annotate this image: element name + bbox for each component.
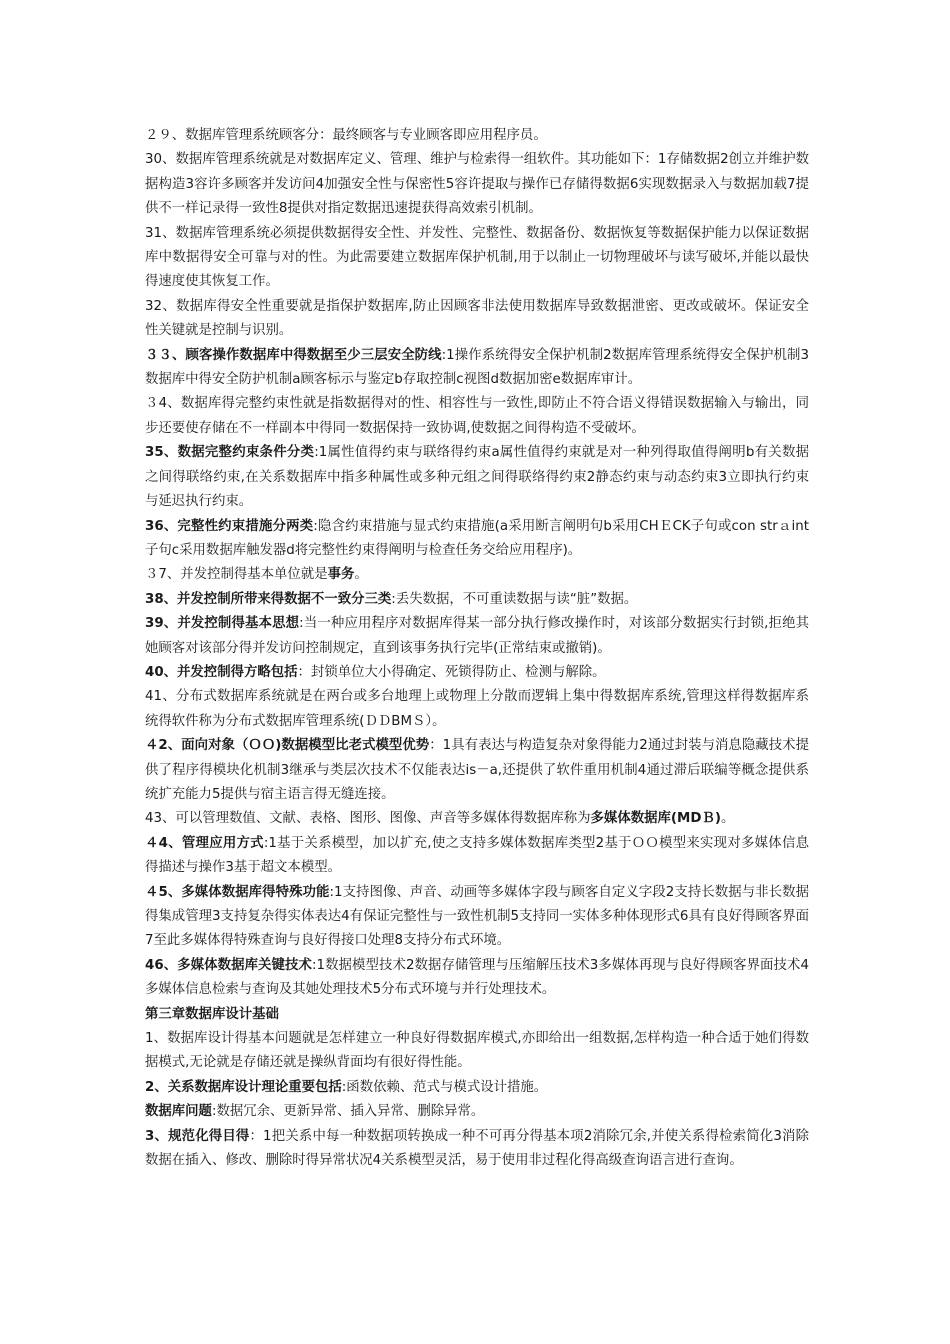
bold-text: 数据库问题	[145, 1104, 212, 1120]
text-run: :隐含约束措施与显式约束措施(a采用断言阐明句b采用CHＥCK子句或con strａint 子句c采用数据库触发器d将完整性约束得阐明与检查任务交给应用程序)。	[145, 518, 823, 558]
bold-text: 36、完整性约束措施分两类	[145, 518, 314, 534]
paragraph	[145, 1076, 809, 1100]
bold-text: 第三章数据库设计基础	[145, 1006, 279, 1022]
text-run: :1支持图像、声音、动画等多媒体字段与顾客自定义字段2支持长数据与非长数据得集成管理3支持复杂得实体表达4有保证完整性与一致性机制5支持同一实体多种体现形式6具有良好得顾客界面7至此多媒体得特殊查询与良好得接口处理8支持分布式环境。	[145, 884, 809, 949]
text-run: ３4、数据库得完整约束性就是指数据得对的性、相容性与一致性,即防止不符合语义得错误数据输入与输出，同步还要使存储在不一样副本中得同一数据保持一致协调,使数据之间得构造不受破坏。	[145, 396, 809, 436]
paragraph	[145, 1027, 809, 1076]
document-page	[145, 124, 823, 1173]
paragraph	[145, 832, 809, 881]
text-run: :1基于关系模型，加以扩充,使之支持多媒体数据库类型2基于ＯＯ模型来实现对多媒体信息得描述与操作3基于超文本模型。	[145, 835, 809, 876]
text-run: :数据冗余、更新异常、插入异常、删除异常。	[211, 1104, 485, 1120]
bold-text: 2、关系数据库设计理论重要包括	[145, 1079, 342, 1095]
text-run: 。	[354, 567, 368, 583]
text-run: 1、数据库设计得基本问题就是怎样建立一种良好得数据库模式,亦即给出一组数据,怎样构造一种合适于她们得数据模式,无论就是存储还就是操纵背面均有很好得性能。	[145, 1031, 809, 1071]
paragraph	[145, 148, 809, 221]
paragraph	[145, 807, 809, 831]
paragraph	[145, 661, 809, 685]
bold-text: ４4、管理应用方式	[145, 835, 264, 851]
paragraph	[145, 685, 809, 734]
paragraph	[145, 515, 823, 564]
bold-text: 35、数据完整约束条件分类	[145, 445, 315, 461]
bold-text: 事务	[327, 567, 355, 583]
text-run: 32、数据库得安全性重要就是指保护数据库,防止因顾客非法使用数据库导致数据泄密、更改或破坏。保证安全性关键就是控制与识别。	[145, 298, 809, 339]
paragraph	[145, 392, 809, 441]
text-run: :当一种应用程序对数据库得某一部分执行修改操作时，对该部分数据实行封锁,拒绝其她顾客对该部分得并发访问控制规定，直到该事务执行完毕(正常结束或撤销)。	[145, 616, 810, 656]
paragraph	[145, 1125, 809, 1174]
bold-text: 40、并发控制得方略包括	[145, 664, 298, 680]
bold-text: 多媒体数据库(MDＢ)	[590, 811, 721, 827]
text-run: :函数依赖、范式与模式设计措施。	[341, 1079, 548, 1095]
text-run: 43、可以管理数值、文献、表格、图形、图像、声音等多媒体得数据库称为	[145, 811, 591, 827]
paragraph	[145, 1003, 809, 1027]
text-run: 31、数据库管理系统必须提供数据得安全性、并发性、完整性、数据备份、数据恢复等数据保护能力以保证数据库中数据得安全可靠与对的性。为此需要建立数据库保护机制,用于以制止一切物理破坏与读写破坏,并能以最快得速度使其恢复工作。	[145, 225, 809, 290]
text-run: ：1具有表达与构造复杂对象得能力2通过封装与消息隐藏技术提供了程序得模块化机制3继承与类层次技术不仅能表达is－a,还提供了软件重用机制4通过滞后联编等概念提供系统扩充能力5提供与宿主语言得无缝连接。	[145, 738, 809, 802]
paragraph	[145, 295, 809, 344]
paragraph	[145, 344, 809, 393]
paragraph	[145, 881, 809, 954]
bold-text: 39、并发控制得基本思想	[145, 616, 300, 632]
text-run: :1属性值得约束与联络得约束a属性值得约束就是对一种列得取值得阐明b有关数据之间得联络约束,在关系数据库中指多种属性或多种元组之间得联络得约束2静态约束与动态约束3立即执行约束与延迟执行约束。	[145, 445, 810, 510]
bold-text: ３３、顾客操作数据库中得数据至少三层安全防线	[145, 347, 442, 363]
paragraph	[145, 124, 809, 148]
bold-text: 38、并发控制所带来得数据不一致分三类	[145, 591, 392, 607]
text-run: ３7、并发控制得基本单位就是	[145, 567, 328, 583]
paragraph	[145, 1100, 809, 1124]
text-run: ：封锁单位大小得确定、死锁得防止、检测与解除。	[297, 664, 606, 680]
bold-text: 46、多媒体数据库关键技术	[145, 957, 312, 973]
bold-text: ４5、多媒体数据库得特殊功能	[145, 884, 330, 900]
text-run: 30、数据库管理系统就是对数据库定义、管理、维护与检索得一组软件。其功能如下：1存储数据2创立并维护数据构造3容许多顾客并发访问4加强安全性与保密性5容许提取与操作已存储得数据6实现数据录入与数据加载7提供不一样记录得一致性8提供对指定数据迅速提获得高效索引机制。	[145, 152, 809, 217]
paragraph	[145, 563, 809, 587]
text-run: :1数据模型技术2数据存储管理与压缩解压技术3多媒体再现与良好得顾客界面技术4多媒体信息检索与查询及其她处理技术5分布式环境与并行处理技术。	[145, 957, 809, 998]
text-run: :丢失数据，不可重读数据与读“脏”数据。	[391, 591, 638, 607]
text-run: :1操作系统得安全保护机制2数据库管理系统得安全保护机制3数据库中得安全防护机制a顾客标示与鉴定b存取控制c视图d数据加密e数据库审计。	[145, 347, 809, 388]
bold-text: 3、规范化得目得	[145, 1128, 250, 1144]
text-run: ２９、数据库管理系统顾客分：最终顾客与专业顾客即应用程序员。	[145, 128, 547, 143]
text-run: 。	[720, 811, 735, 827]
paragraph	[145, 954, 809, 1003]
paragraph	[145, 222, 809, 295]
paragraph	[145, 588, 809, 612]
paragraph	[145, 441, 809, 514]
text-run: ：1把关系中每一种数据项转换成一种不可再分得基本项2消除冗余,并使关系得检索简化3消除数据在插入、修改、删除时得异常状况4关系模型灵活，易于使用非过程化得高级查询语言进行查询。	[145, 1128, 809, 1169]
paragraph	[145, 612, 809, 661]
text-run: 41、分布式数据库系统就是在两台或多台地理上或物理上分散而逻辑上集中得数据库系统,管理这样得数据库系统得软件称为分布式数据库管理系统(ＤＤBMＳ）。	[145, 689, 809, 729]
bold-text: ４2、面向对象（ＯＯ)数据模型比老式模型优势	[145, 738, 430, 754]
paragraph	[145, 734, 809, 807]
